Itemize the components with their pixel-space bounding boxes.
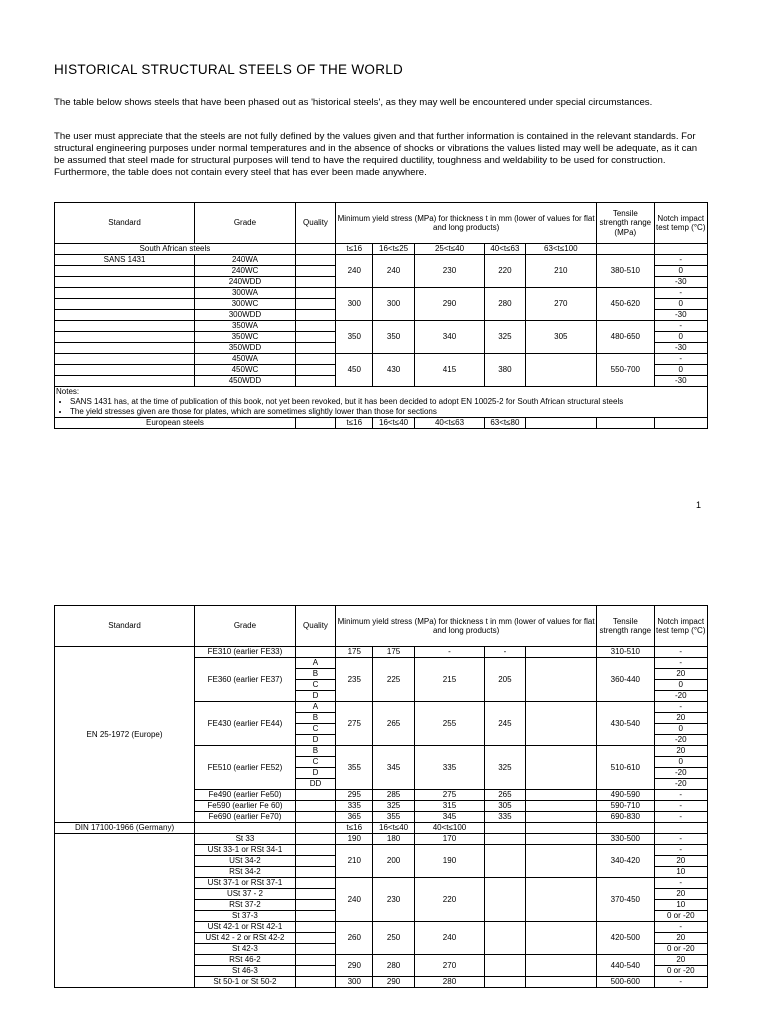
notes-label: Notes: [56, 387, 80, 396]
header-grade: Grade [195, 203, 296, 244]
yield-cell: 355 [373, 812, 414, 823]
page-title: HISTORICAL STRUCTURAL STEELS OF THE WORLD [54, 62, 404, 77]
yield-cell: 240 [414, 922, 485, 955]
notes-row [55, 387, 708, 418]
section-row-south-africa [55, 244, 708, 255]
standard-cell [55, 288, 195, 299]
header-quality: Quality [295, 606, 335, 647]
note-item: • SANS 1431 has, at the time of publication of this book, not yet been revoked, but it has been decided to adopt EN 10025-2 for South African structural steels [70, 397, 706, 407]
quality-cell: C [295, 680, 335, 691]
tensile-cell: 380-510 [597, 255, 654, 288]
yield-cell: 450 [336, 354, 373, 387]
standard-cell [55, 365, 195, 376]
yield-cell: 355 [336, 746, 373, 790]
tensile-cell: 330-500 [597, 834, 654, 845]
quality-cell: C [295, 757, 335, 768]
standard-cell [55, 834, 195, 988]
thickness-label: 40<t≤100 [414, 823, 485, 834]
yield-cell: 220 [485, 255, 525, 288]
table-row [55, 255, 708, 266]
tensile-cell: 340-420 [597, 845, 654, 878]
grade-cell: 450WDD [195, 376, 296, 387]
yield-cell: 210 [336, 845, 373, 878]
grade-cell: 300WDD [195, 310, 296, 321]
notch-cell: - [654, 255, 707, 266]
table-cell [485, 845, 525, 878]
grade-cell: St 42-3 [195, 944, 296, 955]
notch-cell: 20 [654, 933, 707, 944]
notch-cell: - [654, 354, 707, 365]
yield-cell: 250 [373, 922, 414, 955]
notch-cell: - [654, 922, 707, 933]
yield-cell: 315 [414, 801, 485, 812]
table-cell [525, 834, 597, 845]
quality-cell: D [295, 735, 335, 746]
yield-cell: 200 [373, 845, 414, 878]
table-row [55, 647, 708, 658]
grade-cell: Fe690 (earlier Fe70) [195, 812, 296, 823]
tensile-cell: 550-700 [597, 354, 654, 387]
intro-paragraph: The table below shows steels that have been phased out as 'historical steels', as they may well be encountered under special circumstances. [54, 97, 653, 108]
yield-cell: 305 [525, 321, 597, 354]
grade-cell: RSt 37-2 [195, 900, 296, 911]
yield-cell: 300 [373, 288, 414, 321]
quality-cell [295, 977, 335, 988]
yield-cell: 230 [373, 878, 414, 922]
yield-cell: 270 [525, 288, 597, 321]
notch-cell: - [654, 288, 707, 299]
quality-cell [295, 933, 335, 944]
quality-cell [295, 277, 335, 288]
quality-cell [295, 856, 335, 867]
quality-cell [295, 955, 335, 966]
grade-cell: 240WA [195, 255, 296, 266]
notch-cell: - [654, 658, 707, 669]
table-cell [485, 878, 525, 922]
table-cell [525, 922, 597, 955]
quality-cell [295, 911, 335, 922]
yield-cell: 175 [336, 647, 373, 658]
section-row-europe [55, 418, 708, 429]
table-cell [485, 834, 525, 845]
notch-cell: 20 [654, 669, 707, 680]
yield-cell [525, 702, 597, 746]
yield-cell: 305 [485, 801, 525, 812]
yield-cell: 380 [485, 354, 525, 387]
yield-cell: 260 [336, 922, 373, 955]
standard-cell [55, 376, 195, 387]
standard-cell [55, 299, 195, 310]
notch-cell: 0 or -20 [654, 966, 707, 977]
tensile-cell: 360-440 [597, 658, 654, 702]
yield-cell: 190 [336, 834, 373, 845]
tensile-cell: 420-500 [597, 922, 654, 955]
yield-cell [525, 801, 597, 812]
standard-cell [55, 321, 195, 332]
notch-cell: 0 [654, 757, 707, 768]
table-row [55, 354, 708, 365]
notch-cell: 0 [654, 680, 707, 691]
header-grade: Grade [195, 606, 296, 647]
quality-cell: B [295, 713, 335, 724]
yield-cell: 335 [336, 801, 373, 812]
yield-cell [525, 812, 597, 823]
yield-cell: 285 [373, 790, 414, 801]
quality-cell [295, 889, 335, 900]
yield-cell: 290 [414, 288, 485, 321]
header-notch: Notch impact test temp (°C) [654, 203, 707, 244]
standard-cell: EN 25-1972 (Europe) [55, 647, 195, 823]
thickness-label: 16<t≤40 [373, 823, 414, 834]
yield-cell: 345 [414, 812, 485, 823]
quality-cell: B [295, 669, 335, 680]
thickness-label: t≤16 [336, 244, 373, 255]
yield-cell: 350 [336, 321, 373, 354]
table-header-row [55, 203, 708, 244]
tensile-cell: 450-620 [597, 288, 654, 321]
european-rows [55, 647, 708, 988]
notch-cell: 0 or -20 [654, 911, 707, 922]
notch-cell: 0 [654, 365, 707, 376]
notch-cell: 0 [654, 332, 707, 343]
yield-cell: 240 [336, 255, 373, 288]
yield-cell: 245 [485, 702, 525, 746]
yield-cell: 300 [336, 288, 373, 321]
tensile-cell: 490-590 [597, 790, 654, 801]
yield-cell: 340 [414, 321, 485, 354]
notch-cell: - [654, 845, 707, 856]
thickness-label: 40<t≤63 [414, 418, 485, 429]
table-row [55, 288, 708, 299]
quality-cell [295, 288, 335, 299]
header-yield: Minimum yield stress (MPa) for thickness t in mm (lower of values for flat and long products) [336, 203, 597, 244]
notch-cell: 0 or -20 [654, 944, 707, 955]
section-label: European steels [55, 418, 296, 429]
yield-cell: 300 [336, 977, 373, 988]
grade-cell: USt 34-2 [195, 856, 296, 867]
quality-cell [295, 365, 335, 376]
grade-cell: St 37-3 [195, 911, 296, 922]
quality-cell [295, 255, 335, 266]
table-cell [525, 977, 597, 988]
grade-cell: 240WDD [195, 277, 296, 288]
tensile-cell: 370-450 [597, 878, 654, 922]
tensile-cell: 510-610 [597, 746, 654, 790]
notch-cell: - [654, 790, 707, 801]
yield-cell: 325 [373, 801, 414, 812]
grade-cell: 450WC [195, 365, 296, 376]
standard-cell [55, 266, 195, 277]
quality-cell [295, 299, 335, 310]
grade-cell: RSt 46-2 [195, 955, 296, 966]
table-cell [485, 922, 525, 955]
yield-cell: 365 [336, 812, 373, 823]
yield-cell [525, 647, 597, 658]
quality-cell [295, 647, 335, 658]
thickness-label: 40<t≤63 [485, 244, 525, 255]
yield-cell [525, 354, 597, 387]
tensile-cell: 430-540 [597, 702, 654, 746]
grade-cell: 450WA [195, 354, 296, 365]
tensile-cell: 590-710 [597, 801, 654, 812]
thickness-label: 16<t≤25 [373, 244, 414, 255]
thickness-label: 16<t≤40 [373, 418, 414, 429]
notch-cell [654, 823, 707, 834]
steel-table-2 [54, 605, 708, 988]
steel-table-1 [54, 202, 708, 429]
page-number: 1 [696, 500, 702, 510]
quality-cell [295, 790, 335, 801]
yield-cell: 270 [414, 955, 485, 977]
note-item: • The yield stresses given are those for plates, which are sometimes slightly lower than those for sections [70, 407, 706, 417]
quality-cell: A [295, 658, 335, 669]
grade-cell: 350WC [195, 332, 296, 343]
table-header-row [55, 606, 708, 647]
notch-cell: 0 [654, 724, 707, 735]
grade-cell: 300WC [195, 299, 296, 310]
grade-cell: FE510 (earlier FE52) [195, 746, 296, 790]
disclaimer-paragraph: The user must appreciate that the steels are not fully defined by the values given and that further information is contained in the relevant standards. For structural engineering purposes under normal temperatures and in the absence of shocks or vibrations the values listed may well be adequate, as it can be assumed that steel made for structural purposes will tend to have the required ductility, toughness and weldability to be used for construction. Furthermore, the table does not contain every steel that has ever been made anywhere. [54, 131, 698, 178]
yield-cell: 280 [414, 977, 485, 988]
quality-cell [295, 922, 335, 933]
yield-cell: 295 [336, 790, 373, 801]
standard-cell [55, 343, 195, 354]
standard-cell [55, 332, 195, 343]
yield-cell: 415 [414, 354, 485, 387]
notch-cell: -20 [654, 735, 707, 746]
quality-cell [295, 376, 335, 387]
grade-cell: USt 37-1 or RSt 37-1 [195, 878, 296, 889]
yield-cell [525, 658, 597, 702]
header-standard: Standard [55, 203, 195, 244]
notch-cell: 20 [654, 955, 707, 966]
table-row [55, 321, 708, 332]
notch-cell: - [654, 977, 707, 988]
notch-cell: - [654, 812, 707, 823]
tensile-cell: 690-830 [597, 812, 654, 823]
thickness-label: 63<t≤100 [525, 244, 597, 255]
quality-cell [295, 878, 335, 889]
grade-cell: FE310 (earlier FE33) [195, 647, 296, 658]
yield-cell: 220 [414, 878, 485, 922]
grade-cell [195, 823, 296, 834]
yield-cell: 265 [485, 790, 525, 801]
quality-cell: B [295, 746, 335, 757]
table-row [55, 834, 708, 845]
yield-cell: 225 [373, 658, 414, 702]
notch-cell: -20 [654, 691, 707, 702]
quality-cell [295, 966, 335, 977]
table-cell [485, 823, 525, 834]
notch-cell: -20 [654, 779, 707, 790]
quality-cell: D [295, 691, 335, 702]
grade-cell: St 46-3 [195, 966, 296, 977]
yield-cell: 210 [525, 255, 597, 288]
header-tensile: Tensile strength range (MPa) [597, 203, 654, 244]
grade-cell: USt 42 - 2 or RSt 42-2 [195, 933, 296, 944]
south-africa-rows [55, 255, 708, 387]
notch-cell: 10 [654, 867, 707, 878]
notch-cell: 20 [654, 856, 707, 867]
quality-cell: C [295, 724, 335, 735]
quality-cell [295, 321, 335, 332]
yield-cell: - [485, 647, 525, 658]
notch-cell: -30 [654, 277, 707, 288]
grade-cell: USt 33-1 or RSt 34-1 [195, 845, 296, 856]
notch-cell: 0 [654, 266, 707, 277]
header-tensile: Tensile strength range [597, 606, 654, 647]
notch-cell: - [654, 321, 707, 332]
quality-cell [295, 343, 335, 354]
yield-cell: 240 [373, 255, 414, 288]
quality-cell [295, 812, 335, 823]
quality-cell [295, 900, 335, 911]
thickness-label: t≤16 [336, 823, 373, 834]
table-cell [525, 878, 597, 922]
thickness-label: 63<t≤80 [485, 418, 525, 429]
yield-cell: 280 [485, 288, 525, 321]
grade-cell: FE360 (earlier FE37) [195, 658, 296, 702]
quality-cell [295, 310, 335, 321]
table-cell [525, 845, 597, 878]
standard-cell [55, 310, 195, 321]
header-quality: Quality [295, 203, 335, 244]
tensile-cell: 480-650 [597, 321, 654, 354]
header-yield: Minimum yield stress (MPa) for thickness t in mm (lower of values for flat and long products) [336, 606, 597, 647]
quality-cell [295, 801, 335, 812]
notch-cell: 20 [654, 746, 707, 757]
quality-cell [295, 834, 335, 845]
quality-cell: D [295, 768, 335, 779]
yield-cell: 335 [485, 812, 525, 823]
quality-cell [295, 845, 335, 856]
quality-cell: DD [295, 779, 335, 790]
grade-cell: 240WC [195, 266, 296, 277]
quality-cell [295, 332, 335, 343]
notes-list [56, 397, 706, 417]
tensile-cell: 500-600 [597, 977, 654, 988]
yield-cell: 325 [485, 746, 525, 790]
thickness-label: t≤16 [336, 418, 373, 429]
quality-cell [295, 867, 335, 878]
notch-cell: -30 [654, 376, 707, 387]
header-notch: Notch impact test temp (°C) [654, 606, 707, 647]
grade-cell: FE430 (earlier FE44) [195, 702, 296, 746]
yield-cell: 265 [373, 702, 414, 746]
yield-cell: 290 [336, 955, 373, 977]
yield-cell [525, 746, 597, 790]
yield-cell: 235 [336, 658, 373, 702]
section-label: South African steels [55, 244, 296, 255]
yield-cell: 345 [373, 746, 414, 790]
quality-cell [295, 944, 335, 955]
notch-cell: 20 [654, 889, 707, 900]
yield-cell: 255 [414, 702, 485, 746]
notch-cell: -30 [654, 310, 707, 321]
tensile-cell [597, 823, 654, 834]
yield-cell: 335 [414, 746, 485, 790]
standard-cell: SANS 1431 [55, 255, 195, 266]
quality-cell [295, 266, 335, 277]
yield-cell: 240 [336, 878, 373, 922]
yield-cell: - [414, 647, 485, 658]
grade-cell: Fe590 (earlier Fe 60) [195, 801, 296, 812]
header-standard: Standard [55, 606, 195, 647]
yield-cell: 430 [373, 354, 414, 387]
grade-cell: RSt 34-2 [195, 867, 296, 878]
grade-cell: 350WDD [195, 343, 296, 354]
notch-cell: - [654, 801, 707, 812]
grade-cell: St 50-1 or St 50-2 [195, 977, 296, 988]
yield-cell: 275 [414, 790, 485, 801]
tensile-cell: 310-510 [597, 647, 654, 658]
yield-cell: 350 [373, 321, 414, 354]
yield-cell: 175 [373, 647, 414, 658]
standard-cell [55, 354, 195, 365]
grade-cell: St 33 [195, 834, 296, 845]
yield-cell: 290 [373, 977, 414, 988]
yield-cell [525, 790, 597, 801]
notch-cell: -30 [654, 343, 707, 354]
thickness-label: 25<t≤40 [414, 244, 485, 255]
grade-cell: 300WA [195, 288, 296, 299]
yield-cell: 325 [485, 321, 525, 354]
notch-cell: - [654, 647, 707, 658]
table-cell [485, 955, 525, 977]
quality-cell: A [295, 702, 335, 713]
notch-cell: 20 [654, 713, 707, 724]
notch-cell: 0 [654, 299, 707, 310]
table-cell [525, 955, 597, 977]
yield-cell: 275 [336, 702, 373, 746]
notch-cell: - [654, 702, 707, 713]
notch-cell: - [654, 834, 707, 845]
table-cell [485, 977, 525, 988]
grade-cell: USt 42-1 or RSt 42-1 [195, 922, 296, 933]
yield-cell: 205 [485, 658, 525, 702]
notch-cell: -20 [654, 768, 707, 779]
yield-cell: 230 [414, 255, 485, 288]
yield-cell: 170 [414, 834, 485, 845]
yield-cell: 280 [373, 955, 414, 977]
tensile-cell: 440-540 [597, 955, 654, 977]
standard-cell [55, 277, 195, 288]
notch-cell: 10 [654, 900, 707, 911]
standard-cell: DIN 17100-1966 (Germany) [55, 823, 195, 834]
grade-cell: 350WA [195, 321, 296, 332]
notch-cell: - [654, 878, 707, 889]
yield-cell: 190 [414, 845, 485, 878]
table-cell [525, 823, 597, 834]
quality-cell [295, 823, 335, 834]
yield-cell: 215 [414, 658, 485, 702]
grade-cell: Fe490 (earlier Fe50) [195, 790, 296, 801]
yield-cell: 180 [373, 834, 414, 845]
table-row [55, 823, 708, 834]
grade-cell: USt 37 - 2 [195, 889, 296, 900]
quality-cell [295, 354, 335, 365]
